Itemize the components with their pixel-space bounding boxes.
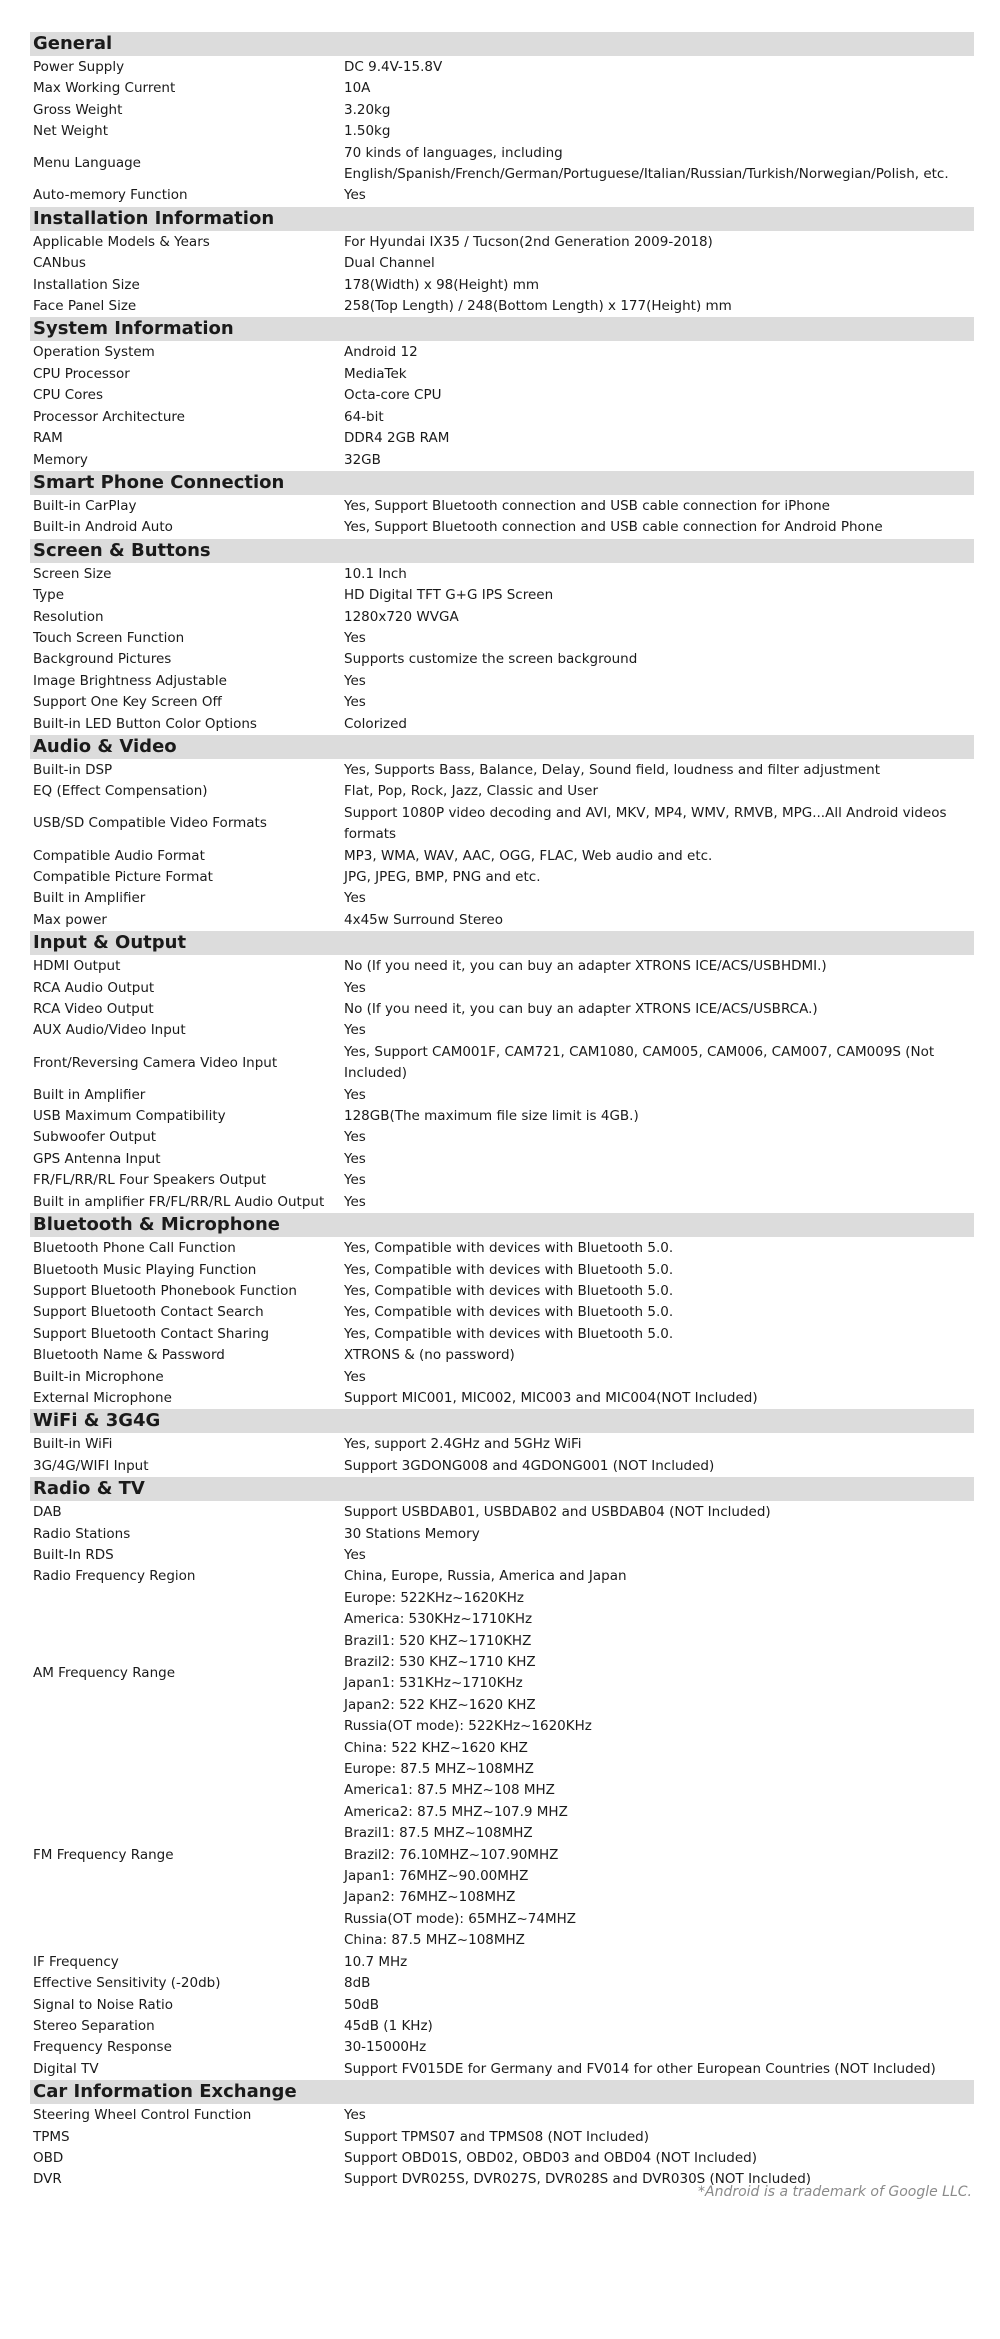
spec-label: RCA Video Output (33, 1001, 154, 1018)
spec-label: External Microphone (33, 1389, 172, 1406)
spec-label: RAM (33, 430, 63, 447)
spec-row (30, 342, 974, 363)
spec-label: Bluetooth Phone Call Function (33, 1240, 236, 1257)
spec-value: Yes (344, 2107, 366, 2124)
spec-label: CANbus (33, 255, 86, 272)
spec-row (30, 649, 974, 670)
spec-value: Yes, Compatible with devices with Bluetooth 5.0. (344, 1261, 674, 1278)
spec-label: Subwoofer Output (33, 1129, 157, 1146)
spec-row (30, 714, 974, 735)
spec-row (30, 867, 974, 888)
spec-section (30, 735, 974, 931)
spec-label: Stereo Separation (33, 2017, 155, 2034)
spec-row (30, 1192, 974, 1213)
spec-label: Support Bluetooth Contact Search (33, 1304, 264, 1321)
spec-value: HD Digital TFT G+G IPS Screen (344, 587, 554, 604)
spec-row (30, 1502, 974, 1523)
spec-value: 32GB (344, 451, 381, 468)
spec-row (30, 978, 974, 999)
spec-section (30, 2080, 974, 2191)
spec-label: Built in amplifier FR/FL/RR/RL Audio Output (33, 1193, 325, 1210)
spec-section (30, 931, 974, 1213)
section-title: Car Information Exchange (30, 2080, 974, 2104)
spec-label: Effective Sensitivity (-20db) (33, 1975, 221, 1992)
spec-value: 45dB (1 KHz) (344, 2017, 433, 2034)
spec-label: Resolution (33, 608, 104, 625)
spec-label: USB Maximum Compatibility (33, 1108, 226, 1125)
spec-label: Operation System (33, 344, 155, 361)
spec-section (30, 1213, 974, 1409)
section-title: General (30, 32, 974, 56)
spec-label: Bluetooth Name & Password (33, 1347, 225, 1364)
spec-row (30, 496, 974, 517)
spec-value: Yes (344, 1172, 366, 1189)
section-title: WiFi & 3G4G (30, 1409, 974, 1433)
spec-row (30, 1170, 974, 1191)
spec-label: DAB (33, 1504, 62, 1521)
spec-value: Yes (344, 1129, 366, 1146)
spec-row (30, 1588, 974, 1759)
spec-value: Europe: 87.5 MHZ~108MHZ America1: 87.5 MHZ~108 MHZ America2: 87.5 MHZ~107.9 MHZ Brazil1: 87.5 MHZ~108MHZ Brazil2: 76.10MHZ~107.90MHZ Japan1: 76MHZ~90.00MHZ Japan2: 76MHZ~108MHZ Russia(OT mode): 65MHZ~74MHZ China: 87.5 MHZ~108MHZ (344, 1761, 577, 1949)
spec-row (30, 910, 974, 931)
spec-row (30, 385, 974, 406)
section-title: Input & Output (30, 931, 974, 955)
spec-value: Supports customize the screen background (344, 651, 638, 668)
section-title: Installation Information (30, 207, 974, 231)
spec-label: Menu Language (33, 155, 141, 172)
spec-row (30, 1456, 974, 1477)
spec-label: Gross Weight (33, 101, 123, 118)
spec-section (30, 471, 974, 539)
spec-label: Frequency Response (33, 2039, 172, 2056)
spec-label: HDMI Output (33, 958, 121, 975)
spec-label: Installation Size (33, 276, 140, 293)
spec-value: Europe: 522KHz~1620KHz America: 530KHz~1710KHz Brazil1: 520 KHZ~1710KHZ Brazil2: 530 KHZ~1710 KHZ Japan1: 531KHz~1710KHz Japan2: 522 KHZ~1620 KHZ Russia(OT mode): 522KHz~1620KHz China: 522 KHZ~1620 KHZ (344, 1589, 592, 1756)
spec-value: Yes, Compatible with devices with Bluetooth 5.0. (344, 1325, 674, 1342)
spec-section (30, 207, 974, 318)
spec-row (30, 628, 974, 649)
spec-row (30, 57, 974, 78)
spec-label: Built-in Microphone (33, 1368, 164, 1385)
spec-row (30, 1149, 974, 1170)
spec-label: Built-in LED Button Color Options (33, 715, 257, 732)
spec-value: Yes (344, 1150, 366, 1167)
spec-row (30, 564, 974, 585)
spec-value: 3.20kg (344, 101, 391, 118)
spec-row (30, 1345, 974, 1366)
spec-value: No (If you need it, you can buy an adapter XTRONS ICE/ACS/USBHDMI.) (344, 958, 827, 975)
spec-value: XTRONS & (no password) (344, 1347, 515, 1364)
spec-row (30, 1281, 974, 1302)
spec-value: MP3, WMA, WAV, AAC, OGG, FLAC, Web audio and etc. (344, 847, 713, 864)
spec-label: USB/SD Compatible Video Formats (33, 815, 267, 832)
spec-row (30, 1106, 974, 1127)
spec-label: 3G/4G/WIFI Input (33, 1457, 149, 1474)
spec-table (30, 32, 974, 2191)
spec-value: Android 12 (344, 344, 418, 361)
spec-value: 50dB (344, 1996, 380, 2013)
spec-label: Support Bluetooth Phonebook Function (33, 1282, 297, 1299)
spec-row (30, 232, 974, 253)
spec-label: Front/Reversing Camera Video Input (33, 1054, 278, 1071)
spec-row (30, 585, 974, 606)
spec-value: No (If you need it, you can buy an adapter XTRONS ICE/ACS/USBRCA.) (344, 1001, 818, 1018)
spec-row (30, 275, 974, 296)
spec-label: Built in Amplifier (33, 890, 146, 907)
spec-row (30, 803, 974, 846)
spec-label: IF Frequency (33, 1953, 119, 1970)
spec-value: 1.50kg (344, 123, 391, 140)
spec-value: For Hyundai IX35 / Tucson(2nd Generation 2009-2018) (344, 233, 713, 250)
section-title: Radio & TV (30, 1477, 974, 1501)
spec-label: AM Frequency Range (33, 1664, 175, 1681)
spec-row (30, 999, 974, 1020)
spec-label: TPMS (33, 2128, 70, 2145)
spec-label: Screen Size (33, 565, 112, 582)
spec-label: Background Pictures (33, 651, 172, 668)
spec-value: 178(Width) x 98(Height) mm (344, 276, 540, 293)
spec-value: Yes, Support Bluetooth connection and USB cable connection for Android Phone (344, 519, 883, 536)
spec-label: Built-in DSP (33, 761, 113, 778)
spec-value: Support MIC001, MIC002, MIC003 and MIC004(NOT Included) (344, 1389, 758, 1406)
spec-value: China, Europe, Russia, America and Japan (344, 1568, 627, 1585)
spec-label: Type (33, 587, 65, 604)
spec-row (30, 2148, 974, 2169)
spec-value: Colorized (344, 715, 407, 732)
spec-value: 4x45w Surround Stereo (344, 911, 504, 928)
spec-label: Processor Architecture (33, 408, 185, 425)
spec-row (30, 607, 974, 628)
spec-label: RCA Audio Output (33, 979, 155, 996)
spec-label: Memory (33, 451, 88, 468)
spec-value: Support FV015DE for Germany and FV014 for other European Countries (NOT Included) (344, 2060, 936, 2077)
spec-value: DC 9.4V-15.8V (344, 59, 443, 75)
spec-label: Signal to Noise Ratio (33, 1996, 174, 2013)
spec-value: JPG, JPEG, BMP, PNG and etc. (344, 869, 541, 885)
spec-row (30, 78, 974, 99)
spec-label: Compatible Audio Format (33, 847, 205, 864)
spec-label: EQ (Effect Compensation) (33, 783, 208, 800)
spec-value: Yes, Supports Bass, Balance, Delay, Sound field, loudness and filter adjustment (344, 761, 881, 778)
spec-row (30, 517, 974, 538)
spec-row (30, 2016, 974, 2037)
spec-row (30, 1566, 974, 1587)
spec-label: DVR (33, 2171, 62, 2188)
spec-row (30, 1260, 974, 1281)
spec-label: Max power (33, 911, 107, 928)
spec-value: Yes (344, 629, 366, 646)
spec-value: Yes (344, 1546, 366, 1563)
spec-value: 10.7 MHz (344, 1953, 408, 1970)
spec-row (30, 846, 974, 867)
spec-value: 128GB(The maximum file size limit is 4GB.) (344, 1108, 639, 1125)
spec-value: 1280x720 WVGA (344, 608, 459, 625)
spec-label: Face Panel Size (33, 298, 137, 315)
spec-value: 8dB (344, 1975, 371, 1992)
section-title: System Information (30, 317, 974, 341)
spec-label: Built-In RDS (33, 1546, 114, 1563)
section-title: Screen & Buttons (30, 539, 974, 563)
spec-row (30, 1995, 974, 2016)
spec-label: Compatible Picture Format (33, 869, 213, 885)
spec-row (30, 2059, 974, 2080)
spec-value: Yes (344, 187, 366, 204)
spec-row (30, 296, 974, 317)
spec-row (30, 1085, 974, 1106)
spec-label: OBD (33, 2149, 64, 2166)
spec-row (30, 428, 974, 449)
spec-value: 70 kinds of languages, including English/Spanish/French/German/Portuguese/Italian/Russian/Turkish/Norwegian/Polish, etc. (344, 144, 949, 183)
spec-label: Image Brightness Adjustable (33, 672, 227, 689)
spec-value: 10A (344, 80, 371, 97)
spec-value: Support DVR025S, DVR027S, DVR028S and DVR030S (NOT Included) (344, 2171, 812, 2188)
spec-value: Yes (344, 979, 366, 996)
spec-value: Yes (344, 890, 366, 907)
spec-label: Touch Screen Function (33, 629, 185, 646)
spec-row (30, 2105, 974, 2126)
spec-row (30, 1759, 974, 1952)
spec-label: Support Bluetooth Contact Sharing (33, 1325, 270, 1342)
spec-value: Flat, Pop, Rock, Jazz, Classic and User (344, 783, 599, 800)
spec-label: Digital TV (33, 2060, 99, 2077)
spec-value: Yes, support 2.4GHz and 5GHz WiFi (344, 1436, 582, 1453)
spec-value: Yes, Compatible with devices with Bluetooth 5.0. (344, 1282, 674, 1299)
spec-label: Power Supply (33, 59, 125, 75)
spec-label: CPU Processor (33, 365, 130, 382)
spec-row (30, 1434, 974, 1455)
spec-row (30, 1324, 974, 1345)
spec-row (30, 692, 974, 713)
spec-label: AUX Audio/Video Input (33, 1022, 186, 1039)
spec-label: CPU Cores (33, 387, 104, 404)
spec-row (30, 1545, 974, 1566)
spec-row (30, 185, 974, 206)
spec-value: Support 1080P video decoding and AVI, MKV, MP4, WMV, RMVB, MPG...All Android videos formats (344, 804, 947, 843)
spec-section (30, 317, 974, 470)
spec-value: Yes, Compatible with devices with Bluetooth 5.0. (344, 1240, 674, 1257)
section-title: Bluetooth & Microphone (30, 1213, 974, 1237)
spec-value: 258(Top Length) / 248(Bottom Length) x 177(Height) mm (344, 298, 732, 315)
spec-value: 30 Stations Memory (344, 1525, 480, 1542)
spec-label: Steering Wheel Control Function (33, 2107, 252, 2124)
spec-value: 30-15000Hz (344, 2039, 427, 2056)
spec-row (30, 121, 974, 142)
spec-row (30, 1524, 974, 1545)
spec-value: Yes (344, 1193, 366, 1210)
spec-value: Yes, Support CAM001F, CAM721, CAM1080, CAM005, CAM006, CAM007, CAM009S (Not Included) (344, 1043, 935, 1082)
spec-section (30, 539, 974, 735)
spec-row (30, 956, 974, 977)
spec-label: Applicable Models & Years (33, 233, 210, 250)
spec-row (30, 1388, 974, 1409)
spec-value: Support USBDAB01, USBDAB02 and USBDAB04 (NOT Included) (344, 1504, 771, 1521)
spec-section (30, 32, 974, 207)
spec-value: Yes (344, 694, 366, 711)
trademark-footnote: *Android is a trademark of Google LLC. (698, 2184, 972, 2200)
section-title: Audio & Video (30, 735, 974, 759)
spec-row (30, 671, 974, 692)
spec-row (30, 888, 974, 909)
spec-label: FR/FL/RR/RL Four Speakers Output (33, 1172, 267, 1189)
spec-value: Support TPMS07 and TPMS08 (NOT Included) (344, 2128, 650, 2145)
spec-row (30, 1020, 974, 1041)
spec-label: Support One Key Screen Off (33, 694, 222, 711)
spec-label: FM Frequency Range (33, 1846, 174, 1863)
spec-row (30, 407, 974, 428)
spec-value: 64-bit (344, 408, 384, 425)
spec-value: Yes (344, 672, 366, 689)
spec-value: Dual Channel (344, 255, 435, 272)
spec-value: Yes, Support Bluetooth connection and USB cable connection for iPhone (344, 497, 830, 514)
spec-value: DDR4 2GB RAM (344, 430, 450, 447)
spec-row (30, 253, 974, 274)
spec-row (30, 450, 974, 471)
spec-value: 10.1 Inch (344, 565, 407, 582)
spec-section (30, 1409, 974, 1477)
spec-row (30, 1042, 974, 1085)
spec-row (30, 1302, 974, 1323)
spec-label: Radio Frequency Region (33, 1568, 196, 1585)
spec-row (30, 1367, 974, 1388)
spec-row (30, 1973, 974, 1994)
spec-label: Built in Amplifier (33, 1086, 146, 1103)
spec-label: Net Weight (33, 123, 109, 140)
spec-row (30, 2127, 974, 2148)
spec-label: Built-in Android Auto (33, 519, 173, 536)
spec-label: Radio Stations (33, 1525, 131, 1542)
spec-value: Yes (344, 1368, 366, 1385)
spec-row (30, 1952, 974, 1973)
spec-value: MediaTek (344, 365, 407, 382)
spec-value: Yes, Compatible with devices with Bluetooth 5.0. (344, 1304, 674, 1321)
spec-value: Support 3GDONG008 and 4GDONG001 (NOT Included) (344, 1457, 715, 1474)
spec-row (30, 364, 974, 385)
spec-label: Auto-memory Function (33, 187, 188, 204)
spec-value: Octa-core CPU (344, 387, 442, 404)
spec-section (30, 1477, 974, 2080)
spec-value: Support OBD01S, OBD02, OBD03 and OBD04 (NOT Included) (344, 2149, 758, 2166)
spec-row (30, 143, 974, 186)
spec-row (30, 1238, 974, 1259)
spec-row (30, 760, 974, 781)
spec-row (30, 781, 974, 802)
spec-label: Built-in CarPlay (33, 497, 137, 514)
spec-label: Max Working Current (33, 80, 176, 97)
spec-label: GPS Antenna Input (33, 1150, 161, 1167)
section-title: Smart Phone Connection (30, 471, 974, 495)
spec-label: Bluetooth Music Playing Function (33, 1261, 257, 1278)
spec-value: Yes (344, 1022, 366, 1039)
spec-label: Built-in WiFi (33, 1436, 113, 1453)
spec-row (30, 1127, 974, 1148)
spec-row (30, 100, 974, 121)
spec-row (30, 2037, 974, 2058)
spec-value: Yes (344, 1086, 366, 1103)
